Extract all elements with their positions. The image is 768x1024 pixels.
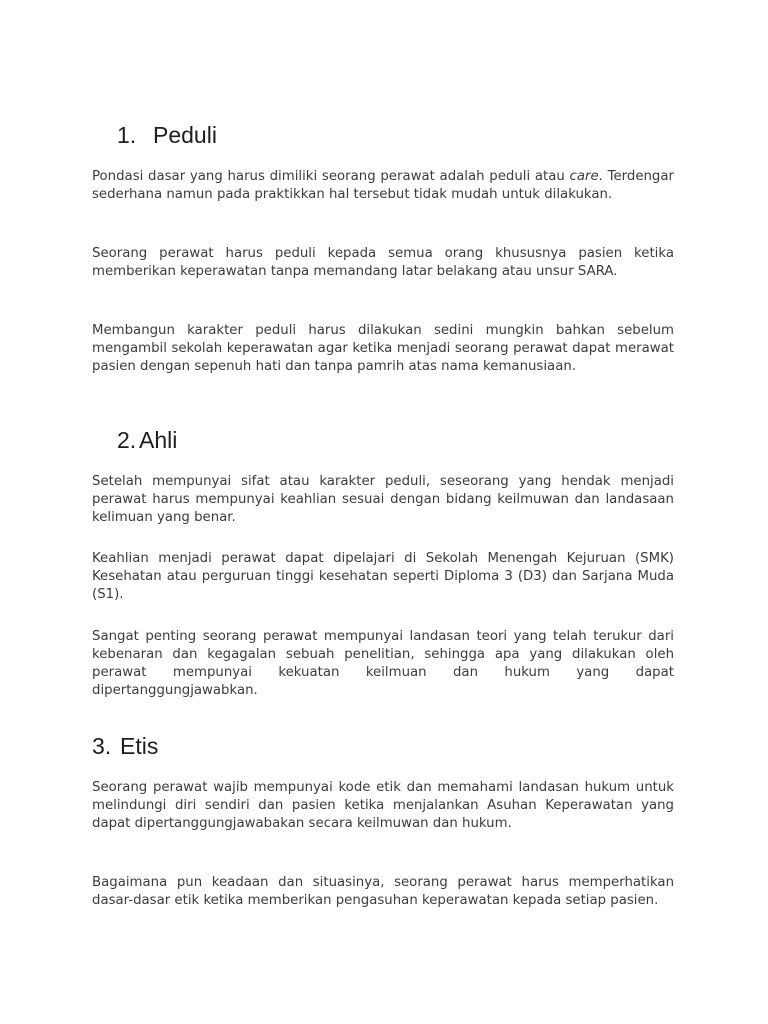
section-2-heading	[117, 426, 177, 454]
section-2-number: 2.	[117, 427, 137, 453]
section-1-number: 1.	[117, 122, 137, 148]
section-1-heading	[117, 121, 217, 149]
section-1-paragraph-1-text-end: . Terdengar sederhana namun pada praktikkan hal tersebut tidak mudah untuk dilakukan.	[92, 169, 674, 202]
care-emphasis: care	[569, 169, 599, 184]
section-3-paragraph-1: Seorang perawat wajib mempunyai kode etik dan memahami landasan hukum untuk melindungi diri sendiri dan pasien ketika menjalankan Asuhan Keperawatan yang dapat dipertanggungjawabakan secara keilmuwan dan hukum.	[92, 780, 674, 831]
section-1-paragraph-1-text: Pondasi dasar yang harus dimiliki seorang perawat adalah peduli atau	[92, 169, 570, 184]
section-3-number: 3.	[92, 733, 112, 759]
section-2-paragraph-1: Setelah mempunyai sifat atau karakter peduli, seseorang yang hendak menjadi perawat harus mempunyai keahlian sesuai dengan bidang keilmuwan dan landasaan kelimuan yang benar.	[92, 474, 674, 525]
section-1-paragraph-1	[92, 168, 674, 204]
section-3-title: Etis	[120, 733, 159, 759]
section-1-paragraph-3: Membangun karakter peduli harus dilakukan sedini mungkin bahkan sebelum mengambil sekolah keperawatan agar ketika menjadi seorang perawat dapat merawat pasien dengan sepenuh hati dan tanpa pamrih atas nama kemanusiaan.	[92, 323, 674, 374]
section-2-paragraph-2: Keahlian menjadi perawat dapat dipelajari di Sekolah Menengah Kejuruan (SMK) Kesehatan atau perguruan tinggi kesehatan seperti Diploma 3 (D3) dan Sarjana Muda (S1).	[92, 551, 674, 602]
section-2-title: Ahli	[139, 427, 178, 453]
section-1-paragraph-2: Seorang perawat harus peduli kepada semua orang khususnya pasien ketika memberikan keperawatan tanpa memandang latar belakang atau unsur SARA.	[92, 246, 674, 279]
section-2-paragraph-3: Sangat penting seorang perawat mempunyai landasan teori yang telah terukur dari kebenaran dan kegagalan sebuah penelitian, sehingga apa yang dilakukan oleh perawat mempunyai kekuatan keilmuan dan hukum yang dapat dipertanggungjawabkan.	[92, 629, 674, 698]
section-3-paragraph-2: Bagaimana pun keadaan dan situasinya, seorang perawat harus memperhatikan dasar-dasar etik ketika memberikan pengasuhan keperawatan kepada setiap pasien.	[92, 875, 674, 908]
section-1-title: Peduli	[153, 122, 217, 148]
section-3-heading	[92, 732, 158, 760]
